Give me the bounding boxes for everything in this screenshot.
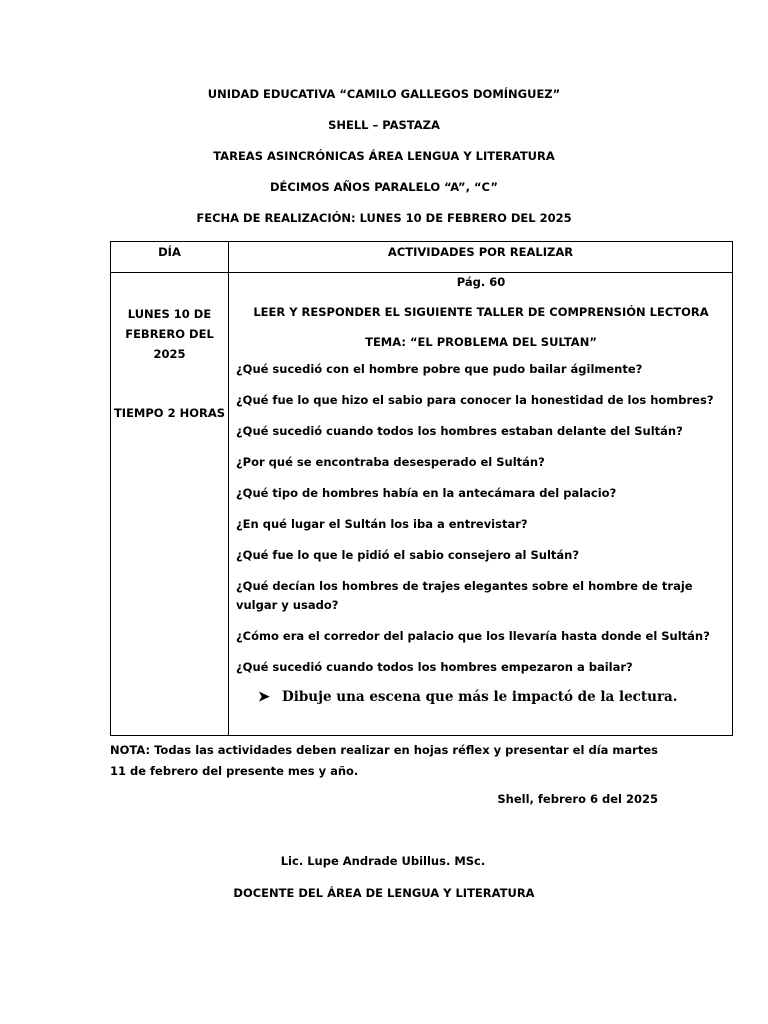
col-activities-header: ACTIVIDADES POR REALIZAR	[229, 242, 733, 273]
day-line: 2025	[153, 347, 186, 361]
question-5: ¿Qué tipo de hombres había en la antecámara del palacio?	[236, 486, 617, 500]
teacher-role: DOCENTE DEL ÁREA DE LENGUA Y LITERATURA	[233, 886, 535, 900]
page-number: Pág. 60	[456, 275, 506, 289]
date-line: FECHA DE REALIZACIÓN: LUNES 10 DE FEBRERO DEL 2025	[196, 211, 572, 225]
question-1: ¿Qué sucedió con el hombre pobre que pudo bailar ágilmente?	[236, 362, 643, 376]
day-date	[111, 304, 228, 364]
question-8: ¿Qué decían los hombres de trajes elegantes sobre el hombre de traje vulgar y usado?	[236, 579, 693, 612]
time-allotted: TIEMPO 2 HORAS	[113, 406, 226, 420]
grade-line: DÉCIMOS AÑOS PARALELO “A”, “C”	[270, 180, 498, 194]
question-4: ¿Por qué se encontraba desesperado el Sultán?	[236, 455, 545, 469]
teacher-name: Lic. Lupe Andrade Ubillus. MSc.	[280, 854, 486, 868]
question-10: ¿Qué sucedió cuando todos los hombres empezaron a bailar?	[236, 660, 633, 674]
question-2: ¿Qué fue lo que hizo el sabio para conocer la honestidad de los hombres?	[236, 393, 714, 407]
drawing-task	[236, 689, 726, 705]
location: SHELL – PASTAZA	[328, 118, 440, 132]
subject-line: TAREAS ASINCRÓNICAS ÁREA LENGUA Y LITERATURA	[213, 149, 555, 163]
day-cell	[111, 273, 229, 736]
table-row	[111, 273, 733, 736]
question-7: ¿Qué fue lo que le pidió el sabio consejero al Sultán?	[236, 548, 580, 562]
question-9: ¿Cómo era el corredor del palacio que los llevaría hasta donde el Sultán?	[236, 629, 710, 643]
table-header-row	[111, 242, 733, 273]
activities-table	[110, 241, 733, 736]
day-line: FEBRERO DEL	[125, 327, 214, 341]
school-name: UNIDAD EDUCATIVA “CAMILO GALLEGOS DOMÍNGUEZ”	[207, 87, 561, 101]
day-line: LUNES 10 DE	[127, 307, 212, 321]
arrowhead-bullet-icon: ➤	[258, 689, 270, 705]
note: NOTA: Todas las actividades deben realizar en hojas réflex y presentar el día martes 11 de febrero del presente mes y año.	[110, 743, 658, 778]
question-3: ¿Qué sucedió cuando todos los hombres estaban delante del Sultán?	[236, 424, 683, 438]
instruction: LEER Y RESPONDER EL SIGUIENTE TALLER DE COMPRENSIÓN LECTORA	[253, 305, 709, 319]
col-day-header: DÍA	[111, 242, 229, 273]
place-date: Shell, febrero 6 del 2025	[497, 792, 658, 806]
question-6: ¿En qué lugar el Sultán los iba a entrevistar?	[236, 517, 528, 531]
activities-cell	[229, 273, 733, 736]
drawing-task-text: Dibuje una escena que más le impactó de la lectura.	[282, 689, 678, 705]
topic: TEMA: “EL PROBLEMA DEL SULTAN”	[365, 335, 597, 349]
